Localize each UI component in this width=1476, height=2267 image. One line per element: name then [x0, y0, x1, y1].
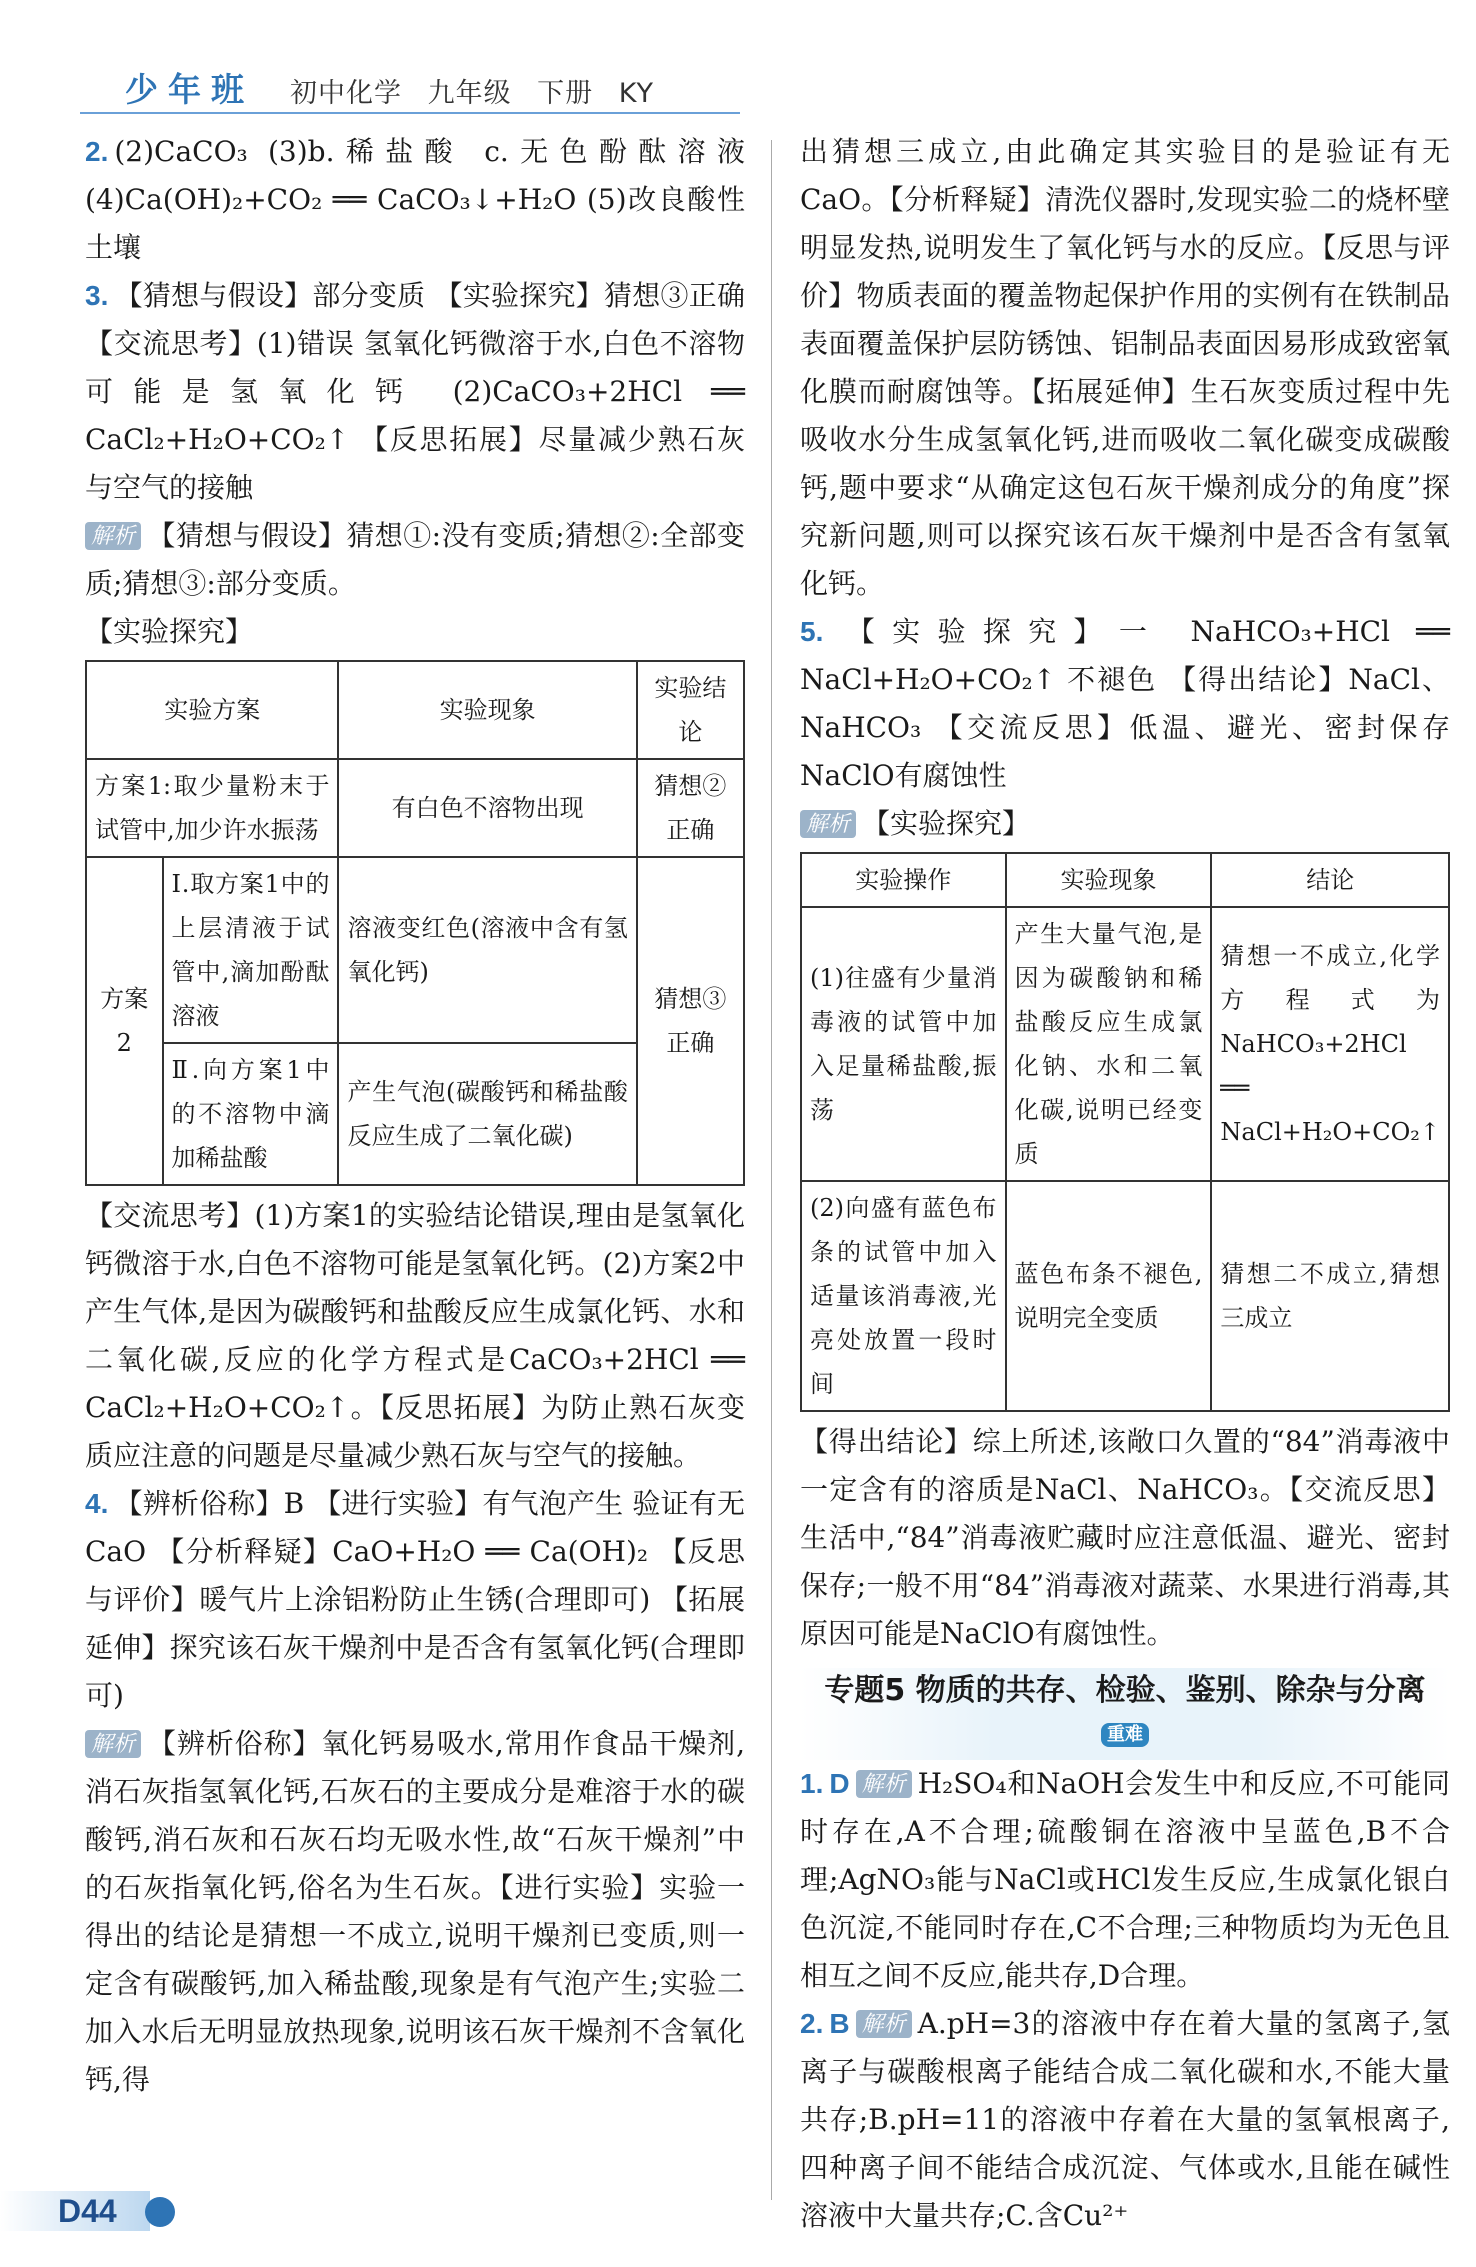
page-number: D44 [58, 2193, 117, 2229]
question-number: 3. [85, 280, 109, 311]
table-cell: 方案1:取少量粉末于试管中,加少许水振荡 [86, 759, 338, 857]
table-cell: 猜想②正确 [637, 759, 744, 857]
table-cell: 猜想二不成立,猜想三成立 [1211, 1181, 1449, 1411]
header-rule [80, 112, 740, 114]
answer-text: 【辨析俗称】B 【进行实验】有气泡产生 验证有无CaO 【分析释疑】CaO+H₂O ══ Ca(OH)₂ 【反思与评价】暖气片上涂铝粉防止生锈(合理即可) 【拓展延伸】探究该石灰干燥剂中是否含有氢氧化钙(合理即可) [85, 1487, 745, 1712]
question-number: 2. [800, 2008, 824, 2039]
table-cell: 溶液变红色(溶液中含有氢氧化钙) [338, 857, 636, 1043]
analysis-text: 【辨析俗称】氧化钙易吸水,常用作食品干燥剂,消石灰指氢氧化钙,石灰石的主要成分是难溶于水的碳酸钙,消石灰和石灰石均无吸水性,故“石灰干燥剂”中的石灰指氧化钙,俗名为生石灰。【进行实验】实验一得出的结论是猜想一不成立,说明干燥剂已变质,则一定含有碳酸钙,加入稀盐酸,现象是有气泡产生;实验二加入水后无明显放热现象,说明该石灰干燥剂不含氧化钙,得 [85, 1727, 745, 2096]
answer-4 [85, 1480, 745, 1720]
book-subtitle: 初中化学 九年级 下册 KY [290, 78, 654, 109]
table-cell: (1)往盛有少量消毒液的试管中加入足量稀盐酸,振荡 [801, 907, 1006, 1181]
section-badge: 重难 [1101, 1723, 1149, 1747]
analysis-3 [85, 512, 745, 608]
section-title [800, 1668, 1450, 1760]
right-column [800, 128, 1450, 2240]
section-title-text: 专题5 物质的共存、检验、鉴别、除杂与分离 [824, 1673, 1426, 1708]
left-column [85, 128, 745, 2104]
question-number: 4. [85, 1488, 109, 1519]
answer-text: 【猜想与假设】部分变质 【实验探究】猜想③正确 【交流思考】(1)错误 氢氧化钙微溶于水,白色不溶物可能是氢氧化钙 (2)CaCO₃+2HCl ══ CaCl₂+H₂O+CO₂↑ 【反思拓展】尽量减少熟石灰与空气的接触 [85, 279, 745, 504]
answer-choice: D [829, 1768, 850, 1799]
section-answer-1 [800, 1760, 1450, 2000]
analysis-label: 解析 [85, 1730, 141, 1758]
table-cell: 有白色不溶物出现 [338, 759, 636, 857]
table-cell: 方案2 [86, 857, 163, 1185]
analysis-text: H₂SO₄和NaOH会发生中和反应,不可能同时存在,A不合理;硫酸铜在溶液中呈蓝色,B不合理;AgNO₃能与NaCl或HCl发生反应,生成氯化银白色沉淀,不能同时存在,C不合理;三种物质均为无色且相互之间不反应,能共存,D合理。 [800, 1767, 1450, 1992]
brand-title: 少年班 [125, 70, 254, 109]
page-footer [0, 2185, 200, 2235]
answer-3 [85, 272, 745, 512]
table-cell: Ⅰ.取方案1中的上层清液于试管中,滴加酚酞溶液 [163, 857, 339, 1043]
analysis-label: 解析 [800, 810, 856, 838]
answer-text: 【实验探究】一 NaHCO₃+HCl ══ NaCl+H₂O+CO₂↑ 不褪色 【得出结论】NaCl、NaHCO₃ 【交流反思】低温、避光、密封保存 NaClO有腐蚀性 [800, 615, 1450, 792]
analysis-label: 解析 [85, 522, 141, 550]
answer-3-discussion: 【交流思考】(1)方案1的实验结论错误,理由是氢氧化钙微溶于水,白色不溶物可能是氢氧化钙。(2)方案2中产生气体,是因为碳酸钙和盐酸反应生成氯化钙、水和二氧化碳,反应的化学方程式是CaCO₃+2HCl ══ CaCl₂+H₂O+CO₂↑。【反思拓展】为防止熟石灰变质应注意的问题是尽量减少熟石灰与空气的接触。 [85, 1199, 745, 1472]
section-answer-2 [800, 2000, 1450, 2240]
column-divider [771, 140, 772, 2200]
experiment-title: 【实验探究】 [85, 615, 254, 648]
analysis-label: 解析 [856, 1770, 912, 1798]
analysis-4-continued: 出猜想三成立,由此确定其实验目的是验证有无CaO。【分析释疑】清洗仪器时,发现实验二的烧杯壁明显发热,说明发生了氧化钙与水的反应。【反思与评价】物质表面的覆盖物起保护作用的实例有在铁制品表面覆盖保护层防锈蚀、铝制品表面因易形成致密氧化膜而耐腐蚀等。【拓展延伸】生石灰变质过程中先吸收水分生成氢氧化钙,进而吸收二氧化碳变成碳酸钙,题中要求“从确定这包石灰干燥剂成分的角度”探究新问题,则可以探究该石灰干燥剂中是否含有氢氧化钙。 [800, 135, 1450, 600]
table-cell: 蓝色布条不褪色,说明完全变质 [1006, 1181, 1212, 1411]
experiment-table-2 [800, 852, 1450, 1412]
answer-text: (2)CaCO₃ (3)b.稀盐酸 c.无色酚酞溶液 (4)Ca(OH)₂+CO₂ ══ CaCO₃↓+H₂O (5)改良酸性土壤 [85, 135, 745, 264]
analysis-4 [85, 1720, 745, 2104]
table-cell: 猜想③正确 [637, 857, 744, 1185]
table-cell: 产生气泡(碳酸钙和稀盐酸反应生成了二氧化碳) [338, 1043, 636, 1185]
table-header: 实验操作 [801, 853, 1006, 907]
question-number: 5. [800, 616, 824, 647]
table-cell: (2)向盛有蓝色布条的试管中加入适量该消毒液,光亮处放置一段时间 [801, 1181, 1006, 1411]
question-number: 1. [800, 1768, 824, 1799]
table-header: 实验方案 [86, 661, 338, 759]
analysis-text: 【实验探究】 [862, 807, 1031, 840]
page-header [0, 0, 1476, 128]
table-header: 实验结论 [637, 661, 744, 759]
table-header: 实验现象 [338, 661, 636, 759]
decorative-circle-icon [145, 2197, 175, 2227]
table-header: 结论 [1211, 853, 1449, 907]
table-cell: 产生大量气泡,是因为碳酸钠和稀盐酸反应生成氯化钠、水和二氧化碳,说明已经变质 [1006, 907, 1212, 1181]
answer-5 [800, 608, 1450, 800]
table-header: 实验现象 [1006, 853, 1212, 907]
answer-5-conclusion: 【得出结论】综上所述,该敞口久置的“84”消毒液中一定含有的溶质是NaCl、NaHCO₃。【交流反思】生活中,“84”消毒液贮藏时应注意低温、避光、密封保存;一般不用“84”消毒液对蔬菜、水果进行消毒,其原因可能是NaClO有腐蚀性。 [800, 1425, 1450, 1650]
analysis-text: A.pH=3的溶液中存在着大量的氢离子,氢离子与碳酸根离子能结合成二氧化碳和水,不能大量共存;B.pH=11的溶液中存着在大量的氢氧根离子,四种离子间不能结合成沉淀、气体或水,且能在碱性溶液中大量共存;C.含Cu²⁺ [800, 2007, 1450, 2232]
table-cell: Ⅱ.向方案1中的不溶物中滴加稀盐酸 [163, 1043, 339, 1185]
question-number: 2. [85, 136, 109, 167]
answer-2 [85, 128, 745, 272]
answer-choice: B [829, 2008, 850, 2039]
analysis-5 [800, 800, 1450, 848]
analysis-label: 解析 [856, 2010, 912, 2038]
experiment-table-1 [85, 660, 745, 1186]
analysis-text: 【猜想与假设】猜想①:没有变质;猜想②:全部变质;猜想③:部分变质。 [85, 519, 745, 600]
table-cell: 猜想一不成立,化学方程式为NaHCO₃+2HCl ══ NaCl+H₂O+CO₂↑ [1211, 907, 1449, 1181]
